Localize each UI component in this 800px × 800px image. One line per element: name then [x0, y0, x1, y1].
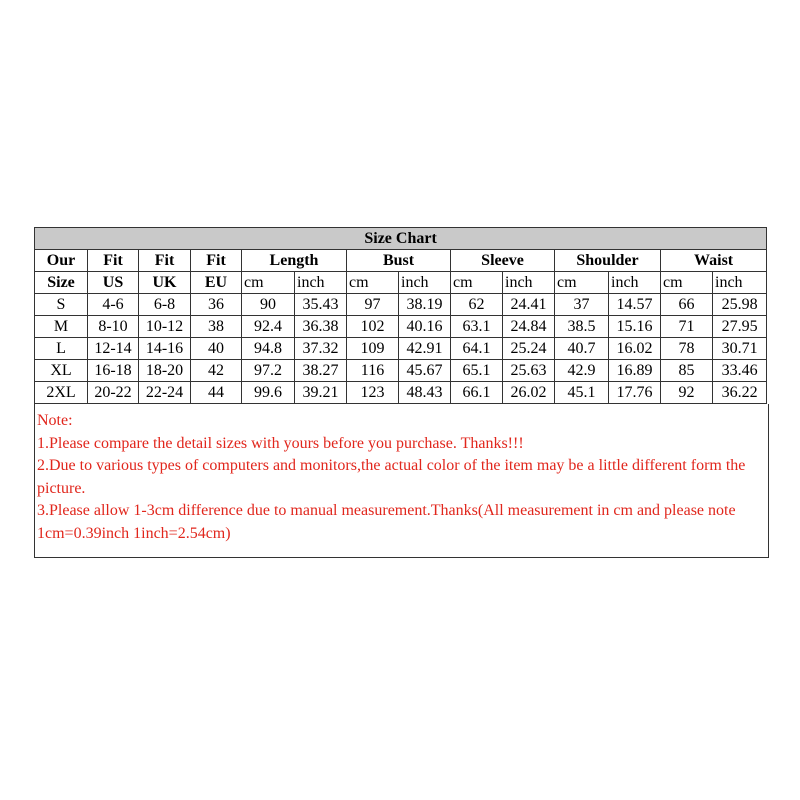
unit-length-cm: cm: [242, 272, 295, 294]
size-chart: [34, 227, 766, 558]
table-cell: 97.2: [242, 360, 295, 382]
size-label-cell: 2XL: [35, 382, 88, 404]
notes-section: [34, 404, 769, 558]
table-row: [35, 360, 767, 382]
table-cell: 38.5: [555, 316, 609, 338]
table-cell: 14-16: [139, 338, 191, 360]
table-cell: 22-24: [139, 382, 191, 404]
table-cell: 8-10: [88, 316, 139, 338]
unit-bust-inch: inch: [399, 272, 451, 294]
table-cell: 45.1: [555, 382, 609, 404]
header-our: Our: [35, 250, 88, 272]
table-cell: 63.1: [451, 316, 503, 338]
table-cell: 24.41: [503, 294, 555, 316]
table-cell: 20-22: [88, 382, 139, 404]
note-3: 3.Please allow 1-3cm difference due to manual measurement.Thanks(All measurement in cm and please note 1cm=0.39inch 1inch=2.54cm): [37, 502, 736, 542]
unit-bust-cm: cm: [347, 272, 399, 294]
size-table: [34, 227, 767, 404]
header-bust: Bust: [347, 250, 451, 272]
table-cell: 18-20: [139, 360, 191, 382]
unit-length-inch: inch: [295, 272, 347, 294]
unit-shoulder-inch: inch: [609, 272, 661, 294]
table-cell: 65.1: [451, 360, 503, 382]
table-cell: 37.32: [295, 338, 347, 360]
table-cell: 44: [191, 382, 242, 404]
note-1: 1.Please compare the detail sizes with yours before you purchase. Thanks!!!: [37, 434, 524, 452]
table-cell: 12-14: [88, 338, 139, 360]
table-cell: 40.16: [399, 316, 451, 338]
table-row: [35, 382, 767, 404]
header-eu: EU: [191, 272, 242, 294]
table-title: Size Chart: [35, 228, 767, 250]
table-cell: 38.27: [295, 360, 347, 382]
table-cell: 94.8: [242, 338, 295, 360]
table-cell: 123: [347, 382, 399, 404]
table-cell: 25.63: [503, 360, 555, 382]
table-cell: 62: [451, 294, 503, 316]
table-row: [35, 294, 767, 316]
unit-waist-inch: inch: [713, 272, 767, 294]
header-fit-us: Fit: [88, 250, 139, 272]
header-shoulder: Shoulder: [555, 250, 661, 272]
header-fit-uk: Fit: [139, 250, 191, 272]
table-cell: 42: [191, 360, 242, 382]
table-cell: 24.84: [503, 316, 555, 338]
size-label-cell: L: [35, 338, 88, 360]
table-cell: 97: [347, 294, 399, 316]
unit-sleeve-inch: inch: [503, 272, 555, 294]
table-cell: 4-6: [88, 294, 139, 316]
table-cell: 66.1: [451, 382, 503, 404]
table-cell: 25.24: [503, 338, 555, 360]
header-size: Size: [35, 272, 88, 294]
table-cell: 25.98: [713, 294, 767, 316]
table-cell: 85: [661, 360, 713, 382]
table-cell: 16.89: [609, 360, 661, 382]
table-cell: 36.22: [713, 382, 767, 404]
table-cell: 42.9: [555, 360, 609, 382]
size-label-cell: XL: [35, 360, 88, 382]
table-cell: 92.4: [242, 316, 295, 338]
table-cell: 17.76: [609, 382, 661, 404]
table-cell: 109: [347, 338, 399, 360]
table-cell: 48.43: [399, 382, 451, 404]
table-cell: 99.6: [242, 382, 295, 404]
table-cell: 33.46: [713, 360, 767, 382]
table-cell: 37: [555, 294, 609, 316]
size-rows: [35, 294, 767, 404]
table-cell: 45.67: [399, 360, 451, 382]
table-cell: 26.02: [503, 382, 555, 404]
header-us: US: [88, 272, 139, 294]
table-cell: 36: [191, 294, 242, 316]
size-label-cell: S: [35, 294, 88, 316]
table-cell: 6-8: [139, 294, 191, 316]
table-cell: 92: [661, 382, 713, 404]
note-2: 2.Due to various types of computers and monitors,the actual color of the item may be a little different form the picture.: [37, 457, 746, 497]
table-cell: 14.57: [609, 294, 661, 316]
header-fit-eu: Fit: [191, 250, 242, 272]
table-row: [35, 338, 767, 360]
table-cell: 27.95: [713, 316, 767, 338]
table-row: [35, 316, 767, 338]
table-cell: 71: [661, 316, 713, 338]
table-cell: 78: [661, 338, 713, 360]
unit-waist-cm: cm: [661, 272, 713, 294]
table-cell: 15.16: [609, 316, 661, 338]
header-length: Length: [242, 250, 347, 272]
unit-sleeve-cm: cm: [451, 272, 503, 294]
table-cell: 16-18: [88, 360, 139, 382]
table-cell: 30.71: [713, 338, 767, 360]
header-uk: UK: [139, 272, 191, 294]
table-cell: 35.43: [295, 294, 347, 316]
table-cell: 10-12: [139, 316, 191, 338]
table-cell: 38: [191, 316, 242, 338]
table-cell: 39.21: [295, 382, 347, 404]
note-heading: Note:: [37, 412, 73, 429]
table-cell: 66: [661, 294, 713, 316]
header-waist: Waist: [661, 250, 767, 272]
header-sleeve: Sleeve: [451, 250, 555, 272]
table-cell: 38.19: [399, 294, 451, 316]
table-cell: 16.02: [609, 338, 661, 360]
table-cell: 64.1: [451, 338, 503, 360]
table-cell: 40.7: [555, 338, 609, 360]
table-cell: 102: [347, 316, 399, 338]
table-cell: 90: [242, 294, 295, 316]
size-label-cell: M: [35, 316, 88, 338]
table-cell: 116: [347, 360, 399, 382]
table-cell: 40: [191, 338, 242, 360]
table-cell: 42.91: [399, 338, 451, 360]
unit-shoulder-cm: cm: [555, 272, 609, 294]
table-cell: 36.38: [295, 316, 347, 338]
